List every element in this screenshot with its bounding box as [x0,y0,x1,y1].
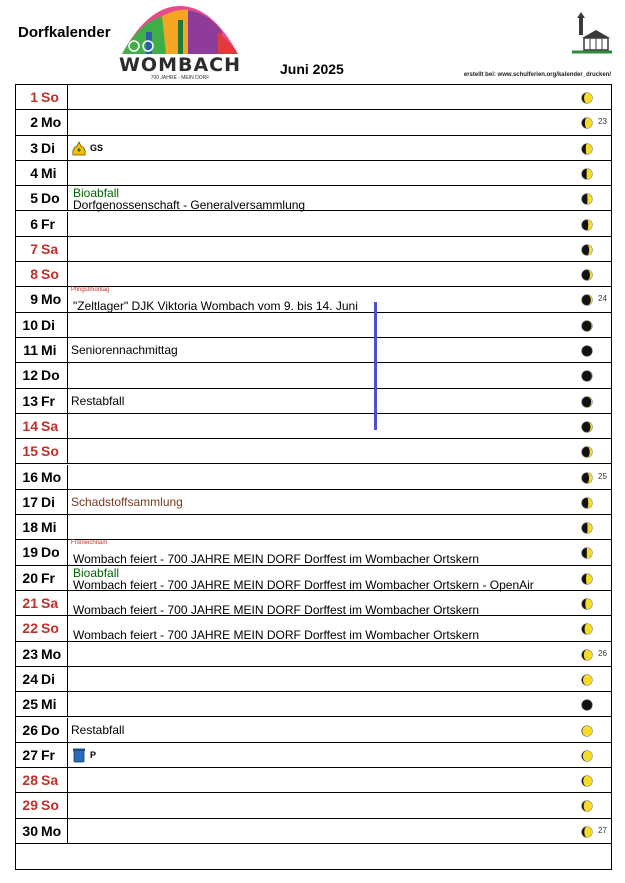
column-divider [67,819,68,844]
day-row [16,718,611,743]
day-row [16,414,611,439]
moon-phase-icon [581,724,593,736]
day-row [16,540,611,565]
day-number: 4 [30,164,38,181]
weekday-label: Mi [41,696,57,713]
week-number: 24 [598,294,607,304]
day-number: 6 [30,215,38,232]
month-label: Juni 2025 [280,61,344,77]
moon-phase-icon [581,749,593,761]
waste-collection-label: Bioabfall [73,186,120,201]
event-text: Restabfall [71,393,125,408]
day-row [16,667,611,692]
weekday-label: Do [41,544,60,561]
moon-phase-icon [581,91,593,103]
column-divider [67,515,68,540]
day-row [16,465,611,490]
day-number: 26 [22,721,38,738]
day-row [16,490,611,515]
weekday-label: Di [41,670,55,687]
weekday-label: So [41,620,59,637]
moon-phase-icon [581,597,593,609]
column-divider [67,616,68,641]
day-row [16,262,611,287]
week-number: 25 [598,471,607,481]
event-text: Wombach feiert - 700 JAHRE MEIN DORF Dorffest im Wombacher Ortskern [73,628,480,643]
event-range-bar [374,302,377,430]
column-divider [67,237,68,262]
weekday-label: Mo [41,645,62,662]
day-row [16,287,611,312]
column-divider [67,389,68,414]
column-divider [67,414,68,439]
day-number: 19 [22,544,38,561]
day-row [16,110,611,135]
weekday-label: Mo [41,822,62,839]
day-row [16,363,611,388]
column-divider [67,212,68,237]
day-number: 7 [30,240,38,257]
day-number: 5 [30,190,38,207]
day-number: 22 [22,620,38,637]
holiday-label: Pfingstmontag [71,287,110,294]
column-divider [67,490,68,515]
day-row [16,768,611,793]
column-divider [67,439,68,464]
day-number: 29 [22,797,38,814]
column-divider [67,363,68,388]
moon-phase-icon [581,420,593,432]
day-row [16,237,611,262]
weekday-label: Fr [41,569,55,586]
moon-phase-icon [581,243,593,255]
weekday-label: Fr [41,215,55,232]
day-number: 3 [30,139,38,156]
day-number: 27 [22,746,38,763]
day-number: 12 [22,367,38,384]
moon-phase-icon [581,192,593,204]
column-divider [67,743,68,768]
day-row [16,616,611,641]
calendar-grid [15,84,612,870]
column-divider [67,540,68,565]
moon-phase-icon [581,167,593,179]
wombach-logo [118,2,242,82]
column-divider [67,136,68,161]
icon-label: P [90,749,97,760]
column-divider [67,313,68,338]
week-number: 27 [598,825,607,835]
column-divider [67,262,68,287]
moon-phase-icon [581,799,593,811]
day-number: 18 [22,519,38,536]
column-divider [67,110,68,135]
day-number: 20 [22,569,38,586]
moon-phase-icon [581,572,593,584]
weekday-label: Mo [41,114,62,131]
moon-phase-icon [581,395,593,407]
day-row [16,793,611,818]
moon-phase-icon [581,293,593,305]
day-number: 11 [23,342,38,358]
weekday-label: Sa [41,772,59,789]
weekday-label: Fr [41,392,55,409]
weekday-label: Mi [41,519,57,536]
day-row [16,161,611,186]
moon-phase-icon [581,825,593,837]
day-number: 28 [22,772,38,789]
event-text: Restabfall [71,722,125,737]
weekday-label: Mi [41,164,57,181]
column-divider [67,768,68,793]
weekday-label: Do [41,367,60,384]
day-row [16,642,611,667]
moon-phase-icon [581,116,593,128]
icon-label: GS [90,142,104,153]
event-text: Schadstoffsammlung [71,494,183,509]
moon-phase-icon [581,698,593,710]
day-row [16,743,611,768]
moon-phase-icon [581,648,593,660]
day-number: 2 [30,114,38,131]
day-row [16,692,611,717]
column-divider [67,793,68,818]
weekday-label: Do [41,721,60,738]
weekday-label: Mo [41,291,62,308]
moon-phase-icon [581,344,593,356]
moon-phase-icon [581,521,593,533]
weekday-label: Sa [41,595,59,611]
day-row [16,389,611,414]
day-row [16,136,611,161]
day-row [16,313,611,338]
weekday-label: Do [41,190,60,207]
day-number: 25 [22,696,38,713]
weekday-label: So [41,266,59,283]
column-divider [67,186,68,211]
day-row [16,591,611,616]
day-number: 16 [22,468,38,485]
recycling-bag-icon [71,140,87,156]
moon-phase-icon [581,319,593,331]
column-divider [67,718,68,743]
moon-phase-icon [581,142,593,154]
day-row [16,338,611,363]
event-text: Wombach feiert - 700 JAHRE MEIN DORF Dorffest im Wombacher Ortskern - OpenAir [73,577,534,592]
moon-phase-icon [581,622,593,634]
weekday-label: Di [41,493,55,510]
event-text: Dorfgenossenschaft - Generalversammlung [73,198,306,213]
day-number: 10 [22,316,38,333]
column-divider [67,642,68,667]
column-divider [67,566,68,591]
logo-subtitle: 700 JAHRE - MEIN DORF [150,75,210,81]
day-number: 15 [22,443,38,460]
weekday-label: So [41,797,59,814]
moon-phase-icon [581,268,593,280]
column-divider [67,85,68,110]
day-row [16,186,611,211]
day-number: 23 [22,645,38,662]
day-number: 21 [22,595,38,611]
weekday-label: So [41,443,59,460]
zeltlager-event: "Zeltlager" DJK Viktoria Wombach vom 9. bis 14. Juni [73,299,358,314]
week-number: 26 [598,648,607,658]
logo-word: WOMBACH [118,54,242,76]
day-number: 9 [30,291,38,308]
weekday-label: So [41,89,59,105]
moon-phase-icon [581,496,593,508]
moon-phase-icon [581,369,593,381]
credit-line: erstellt bei: www.schulferien.org/kalender_drucken/ [463,72,611,78]
day-row [16,212,611,237]
holiday-label: Fronleichnam [71,540,108,547]
column-divider [67,338,68,363]
moon-phase-icon [581,673,593,685]
day-number: 30 [22,822,38,839]
week-number: 23 [598,117,607,127]
weekday-label: Mi [41,342,57,358]
column-divider [67,287,68,312]
event-text: Wombach feiert - 700 JAHRE MEIN DORF Dorffest im Wombacher Ortskern [73,603,480,617]
event-text: Wombach feiert - 700 JAHRE MEIN DORF Dorffest im Wombacher Ortskern [73,552,480,567]
weekday-label: Fr [41,746,55,763]
column-divider [67,161,68,186]
day-row [16,819,611,844]
column-divider [67,591,68,616]
weekday-label: Mo [41,468,62,485]
church-icon [568,12,614,56]
paper-bin-icon [71,747,87,763]
waste-collection-label: Bioabfall [73,565,120,580]
day-number: 14 [22,417,38,434]
moon-phase-icon [581,218,593,230]
moon-phase-icon [581,546,593,558]
column-divider [67,692,68,717]
moon-phase-icon [581,774,593,786]
calendar-title: Dorfkalender [18,24,111,41]
day-number: 8 [30,266,38,283]
weekday-label: Di [41,316,55,333]
weekday-label: Di [41,139,55,156]
day-number: 17 [22,493,38,510]
moon-phase-icon [581,445,593,457]
event-text: Seniorennachmittag [71,343,178,357]
column-divider [67,667,68,692]
day-row [16,566,611,591]
day-row [16,515,611,540]
day-row [16,439,611,464]
weekday-label: Sa [41,240,59,257]
day-number: 24 [22,670,38,687]
weekday-label: Sa [41,417,59,434]
column-divider [67,465,68,490]
day-number: 13 [22,392,38,409]
moon-phase-icon [581,471,593,483]
logo-graphic [118,2,242,56]
day-row [16,85,611,110]
day-number: 1 [30,89,38,105]
